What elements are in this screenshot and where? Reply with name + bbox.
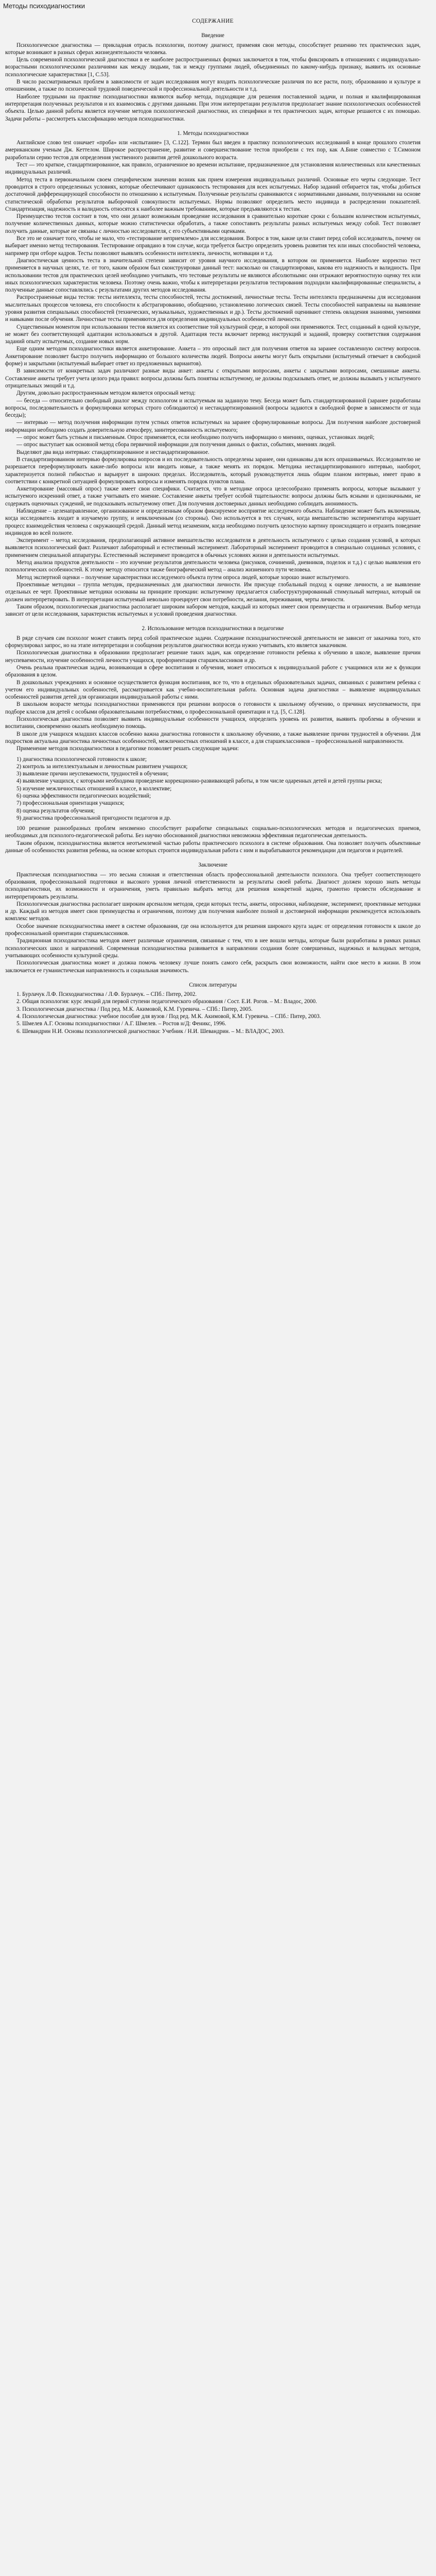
paragraph: Психологическая диагностика в образовании предполагает решение таких задач, как определение готовности ребенка к обучению в школе, выявление причин неуспеваемости, изучение особенностей личности учащихся, профориентация старшеклассников и др.	[5, 650, 421, 664]
paragraph: Анкетирование (массовый опрос) также имеет свои специфики. Считается, что в методике опроса целесообразно применять вопросы, которые вызывают у испытуемого искренний ответ, а также учитывать его мнение. Составление анкеты требует особой тщательности: вопросы должны быть ясными и однозначными, не содержать оценочных суждений, не подсказывать испытуемому ответ. Для получения достоверных данных необходимо соблюдать анонимность.	[5, 486, 421, 507]
paragraph: Существенным моментом при использовании тестов является их соответствие той культурной среде, в которой они применяются. Тест, созданный в одной культуре, не может без соответствующей адаптации использоваться в другой. Адаптация теста включает перевод инструкций и заданий, проверку соответствия содержания заданий опыту испытуемых, создание новых норм.	[5, 324, 421, 345]
paragraph: Преимущество тестов состоит в том, что они делают возможным проведение исследования в сравнительно короткие сроки с большим количеством испытуемых, получение количественных данных, которые можно статистически обработать, а также сопоставить результаты разных испытуемых между собой. Тест позволяет получить данные, которые не связаны с личностью исследователя, с его субъективными оценками.	[5, 213, 421, 234]
paragraph: Все это не означает того, чтобы не мало, что «тестирование неприемлемо» для исследования. Вопрос в том, какие цели ставит перед собой исследователь, почему он выбирает именно метод тестирования. Тестирование оправдано в том случае, когда требуется быстро определить уровень развития тех или иных способностей человека, например при отборе кадров. Тесты позволяют выявлять особенности интеллекта, личности, мотивации и т.д.	[5, 235, 421, 257]
paragraph: Распространенные виды тестов: тесты интеллекта, тесты способностей, тесты достижений, личностные тесты. Тесты интеллекта предназначены для исследования мыслительных процессов человека, его способности к абстрагированию, обобщению, установлению логических связей. Тесты способностей направлены на выявление уровня развития специальных способностей (технических, музыкальных, художественных и др.). Тесты достижений оценивают степень овладения знаниями, умениями и навыками после обучения. Личностные тесты применяются для определения индивидуальных особенностей личности.	[5, 294, 421, 323]
list-item: 3) выявление причин неуспеваемости, трудностей в обучении;	[16, 771, 169, 777]
section-heading: Заключение	[198, 862, 228, 869]
paragraph: В ряде случаев сам психолог может ставить перед собой практическое задачи. Содержание психодиагностической деятельности не зависит от заказчика того, кто сформулировал запрос, но на этапе интерпретации и сообщения результатов диагностики всегда нужно учитывать, кто является заказчиком.	[5, 635, 421, 649]
paragraph: Диагностическая ценность теста в значительной степени зависит от уровня научного исследования, в котором он применяется. Наиболее корректно тест применяется в научных целях, т.е. от того, каким образом был сконструирован данный тест: насколько он стандартизирован, какова его надежность и валидность. При использовании тестов для практических целей необходимо учитывать, что тестовые результаты не являются абсолютными: они отражают вероятностную оценку тех или иных психологических характеристик человека. Поэтому очень важно, чтобы к интерпретации результатов тестирования подходили квалифицированные специалисты, а полученные данные сопоставлялись с результатами других методов исследования.	[5, 257, 421, 294]
paragraph: Особое значение психодиагностика имеет в системе образования, где она используется для решения широкого круга задач: от определения готовности к школе до профессиональной ориентации старшеклассников.	[5, 923, 421, 937]
paragraph: Очень реальна практическая задача, возникающая в сфере воспитания и обучения, может относиться к индивидуальной работе с учащимися или же к функции образования в целом.	[5, 664, 421, 679]
paragraph: В зависимости от конкретных задач различают разные виды анкет: анкеты с открытыми вопросами, анкеты с закрытыми вопросами, смешанные анкеты. Составление анкеты требует учета целого ряда правил: вопросы должны быть понятны испытуемому, не должны подсказывать ответ, не должны вызывать у испытуемого отрицательных эмоций и т.д.	[5, 368, 421, 389]
paragraph: Другим, довольно распространенным методом является опросный метод:	[16, 390, 196, 397]
paragraph: Практическая психодиагностика — это весьма сложная и ответственная область профессиональной деятельности психолога. Она требует соответствующего образования, профессиональной подготовки и высокого уровня личной ответственности за результаты своей работы. Диагност должен хорошо знать методы психодиагностики, их возможности и ограничения, уметь правильно выбрать метод для решения конкретной задачи, грамотно провести обследование и интерпретировать результаты.	[5, 871, 421, 900]
paragraph: Психологическое диагностика — прикладная отрасль психологии, поэтому диагност, применяя свои методы, способствует решению тех практических задач, которые возникают в разных сферах жизнедеятельности человека.	[5, 42, 421, 56]
paragraph: Применение методов психодиагностики в педагогике позволяет решать следующие задачи:	[16, 745, 239, 752]
list-item: 2) контроль за интеллектуальным и личностным развитием учащихся;	[16, 763, 188, 770]
paragraph: Английское слово test означает «проба» или «испытание» [3, С.122]. Термин был введен в практику психологических исследований в конце прошлого столетия американским ученым Дж. Кеттелом. Широкое распространение, развитие и совершенствование тестов приобрели с тех пор, как А.Бине совместно с Т.Симоном разработали серию тестов для определения умственного развития детей дошкольного возраста.	[5, 140, 421, 161]
paragraph: — опрос выступает как основной метод сбора первичной информации для получения данных о фактах, событиях, мнениях людей.	[16, 442, 336, 448]
reference-item: 2. Общая психология: курс лекций для первой ступени педагогического образования / Сост. Е.И. Рогов. – М.: Владос, 2000.	[16, 998, 317, 1005]
section-heading: Список литературы	[189, 981, 237, 988]
reference-item: 1. Бурлачук Л.Ф. Психодиагностика / Л.Ф. Бурлачук. – СПб.: Питер, 2002.	[16, 991, 197, 998]
section-heading: Введение	[201, 32, 224, 39]
paragraph: Таким образом, психодиагностика является неотъемлемой частью работы практического психолога в системе образования. Она позволяет получить объективные данные об особенностях развития ребенка, на основе которых строится индивидуальная работа с ним и вырабатываются рекомендации для педагогов и родителей.	[5, 840, 421, 854]
section-heading: 2. Использование методов психодиагностики в педагогике	[142, 625, 284, 632]
paragraph: Таким образом, психологическая диагностика располагает широким набором методов, каждый из которых имеет свои преимущества и ограничения. Выбор метода зависит от цели исследования, характеристик испытуемых и условий проведения диагностики.	[5, 603, 421, 618]
reference-item: 5. Шмелев А.Г. Основы психодиагностики / А.Г. Шмелев. – Ростов н/Д: Феникс, 1996.	[16, 1021, 226, 1027]
paragraph: Психологическая диагностика может и должна помочь человеку лучше понять самого себя, раскрыть свои возможности, найти свое место в жизни. В этом заключается ее гуманистическая направленность и социальная значимость.	[5, 960, 421, 974]
paragraph: 100 решение разнообразных проблем неизменно способствует разработке специальных социально-психологических методов и педагогических приемов, необходимых для психолого-педагогической работы. Без научно обоснованной диагностики невозможна эффективная педагогическая деятельность.	[5, 825, 421, 839]
list-item: 6) оценка эффективности педагогических воздействий;	[16, 792, 151, 799]
paragraph: Традиционная психодиагностика методов имеет различные ограничения, связанные с тем, что в нее вошли методы, которые были разработаны в рамках разных психологических школ и направлений. Современная психодиагностика развивается в направлении создания более совершенных, надежных и валидных методов, учитывающих особенности культурной среды.	[5, 938, 421, 959]
paragraph: Еще одним методом психодиагностики является анкетирование. Анкета – это опросный лист для получения ответов на заранее составленную систему вопросов. Анкетирование позволяет быстро получить информацию от большого количества людей. Вопросы анкеты могут быть открытыми (испытуемый отвечает в свободной форме) и закрытыми (испытуемый выбирает ответ из предложенных вариантов).	[5, 346, 421, 367]
paragraph: Тест — это краткое, стандартизированное, как правило, ограниченное во времени испытание, предназначенное для установления количественных или качественных индивидуальных различий.	[5, 162, 421, 176]
paragraph: Наиболее трудными на практике психодиагностики являются выбор метода, подходящие для решения поставленной задачи, и полная и квалифицированная интерпретация полученных результатов и их взаимосвязь с другими данными. При этом интерпретации результатов предполагает знание психологических особенностей объекта. Целью данной работы является изучение методов психологической диагностики, их специфики и тех практических задач, которые решаются с их помощью. Задачи работы – рассмотреть классификацию методов психодиагностики.	[5, 93, 421, 122]
paragraph: В число рассматриваемых проблем в зависимости от задач исследования могут входить психологические различия по все расти, полу, образованию и культуре и отношениям, а также по психической трудовой поведенческой и профессиональной деятельности и т.д.	[5, 79, 421, 93]
paragraph: В стандартизированном интервью формулировка вопросов и их последовательность определены заранее, они одинаковы для всех опрашиваемых. Исследователю не разрешается переформулировать какие-либо вопросы или вводить новые, а также менять их порядок. Методика нестандартизированного интервью, наоборот, характеризуется полной гибкостью и варьирует в широких пределах. Исследователь, который руководствуется лишь общим планом интервью, имеет право в соответствии с конкретной ситуацией формулировать вопросы и изменять порядок пунктов плана.	[5, 456, 421, 485]
list-item: 8) оценка результатов обучения;	[16, 807, 95, 814]
paragraph: Проективные методики – группа методик, предназначенных для диагностики личности. Им присуще глобальный подход к оценке личности, а не выявление отдельных ее черт. Проективные методики основаны на принципе проекции: испытуемому предлагается слабоструктурированный стимульный материал, который он должен интерпретировать. В интерпретации испытуемый невольно проецирует свои потребности, желания, переживания, черты личности.	[5, 581, 421, 603]
paragraph: Цель современной психологической диагностики в ее наиболее распространенных формах заключается в том, чтобы фиксировать в отношениях с индивидуально-возрастными психологическими различиями как между людьми, так и между группами людей, объединенных по какому-нибудь признаку, выявить их основные психологические характеристики [1, С.53].	[5, 57, 421, 78]
section-introduction	[5, 32, 421, 123]
reference-item: 6. Шевандрин Н.И. Основы психологической диагностики: Учебник / Н.И. Шевандрин. – М.: ВЛАДОС, 2003.	[16, 1028, 285, 1035]
paragraph: Эксперимент – метод исследования, предполагающий активное вмешательство исследователя в деятельность испытуемого с целью создания условий, в которых выявляется психологический факт. Различают лабораторный и естественный эксперимент. Лабораторный эксперимент проводится в специально созданных условиях, с применением специальной аппаратуры. Естественный эксперимент проводится в обычных условиях жизни и деятельности испытуемых.	[5, 537, 421, 558]
paragraph: В школе для учащихся младших классов особенно важна диагностика готовности к школьному обучению, а также выявление причин трудностей в обучении. Для подростков актуальна диагностика личностных особенностей, межличностных отношений в классе, а для старшеклассников – профессиональной направленности.	[5, 731, 421, 744]
reference-item: 4. Психологическая диагностика: учебное пособие для вузов / Под ред. М.К. Акимовой, К.М. Гуревича. – СПб.: Питер, 2003.	[16, 1013, 321, 1020]
paragraph: Метод экспертной оценки – получение характеристики исследуемого объекта путем опроса людей, которые хорошо знают испытуемого.	[16, 574, 350, 581]
list-item: 7) профессиональная ориентация учащихся;	[16, 800, 125, 807]
section-heading: 1. Методы психодиагностики	[177, 130, 249, 137]
paragraph: Метод теста в первоначальном своем специфическом значении возник как прием измерения индивидуальных различий. Основные его черты следующие. Тест проводится в строго определенных условиях, которые обеспечивают одинаковость тестирования для всех испытуемых. Набор заданий отбирается так, чтобы добиться достаточной дифференцирующей способности по отношению к испытуемым. Полученные результаты сравниваются с нормативными данными, полученными на основе статистической обработки результатов выборочной совокупности испытуемых. Нормы позволяют определить место индивида в распределении показателей. Стандартизация, надежность и валидность относятся к наиболее важным требованиям, которые предъявляются к тестам.	[5, 176, 421, 212]
section-pedagogy	[5, 625, 421, 854]
document-page	[0, 12, 426, 1056]
paragraph: — интервью — метод получения информации путем устных ответов испытуемых на заранее сформулированные вопросы. Для получения наиболее достоверной информации необходимо создать доверительную атмосферу, заинтересованность испытуемого;	[5, 419, 421, 433]
paragraph: Выделяют два вида интервью: стандартизированное и нестандартизированное.	[16, 449, 210, 455]
section-conclusion	[5, 861, 421, 974]
section-methods	[5, 130, 421, 618]
list-item: 1) диагностика психологической готовности к школе;	[16, 756, 147, 762]
paragraph: Наблюдение – целенаправленное, организованное и определенным образом фиксируемое восприятие исследуемого объекта. Наблюдение может быть включенным, когда исследователь входит в изучаемую группу, и невключенным (со стороны). Оно используется в тех случаях, когда вмешательство экспериментатора нарушает процесс взаимодействия человека с окружающей средой. Данный метод незаменим, когда необходимо получить целостную картину происходящего и отразить поведение индивидов во всей полноте.	[5, 508, 421, 536]
paragraph: Психологическая диагностика располагает широким арсеналом методов, среди которых тесты, анкеты, опросники, наблюдение, эксперимент, проективные методики и др. Каждый из методов имеет свои преимущества и ограничения, поэтому для получения наиболее полной и достоверной информации рекомендуется использовать комплекс методов.	[5, 901, 421, 922]
paragraph: В дошкольных учреждениях и основное осуществляется функция воспитания, все то, что в отдельных образовательных задачах, связанных с развитием ребенка с учетом его индивидуальных особенностей, рассматривается как учебно-воспитательная работа. Основная задача диагностики – выявление индивидуальных особенностей развития детей для организации индивидуальной работы с ними.	[5, 679, 421, 701]
window-title: Методы психодиагностики	[0, 0, 436, 12]
list-item: 4) выявление учащихся, с которыми необходима проведение коррекционно-развивающей работы, в том числе одаренных детей и детей группы риска;	[16, 778, 382, 785]
paragraph: Метод анализа продуктов деятельности – это изучение результатов деятельности человека (рисунков, сочинений, дневников, поделок и т.д.) с целью выявления его психологических особенностей. К этому методу относится также биографический метод – анализ жизненного пути человека.	[5, 560, 421, 573]
paragraph: — беседа — относительно свободный диалог между психологом и испытуемым на заданную тему. Беседа может быть стандартизированной (заранее разработаны вопросы, последовательность и формулировки которых строго соблюдаются) и нестандартизированной (вопросы задаются в свободной форме в зависимости от хода беседы);	[5, 397, 421, 419]
paragraph: — опрос может быть устным и письменным. Опрос применяется, если необходимо получить информацию о мнениях, оценках, установках людей;	[16, 434, 375, 441]
section-references	[5, 981, 421, 1035]
paragraph: Психологическая диагностика позволяет выявить индивидуальные особенности учащихся, определить уровень их развития, выявить проблемы в обучении и воспитании, своевременно оказать необходимую помощь.	[5, 716, 421, 730]
list-item: 5) изучение межличностных отношений в классе, в коллективе;	[16, 785, 172, 792]
list-item: 9) диагностика профессиональной пригодности педагогов и др.	[16, 815, 171, 821]
toc-title: СОДЕРЖАНИЕ	[192, 18, 234, 24]
reference-item: 3. Психологическая диагностика / Под ред. М.К. Акимовой, К.М. Гуревича. – СПб.: Питер, 2005.	[16, 1006, 253, 1012]
paragraph: В школьном возрасте методы психодиагностики применяются при решении вопросов о готовности к школьному обучению, о причинах неуспеваемости, при подборе классов для детей с особыми образовательными потребностями, о профессиональной ориентации и т.д. [5, С.128].	[5, 701, 421, 715]
